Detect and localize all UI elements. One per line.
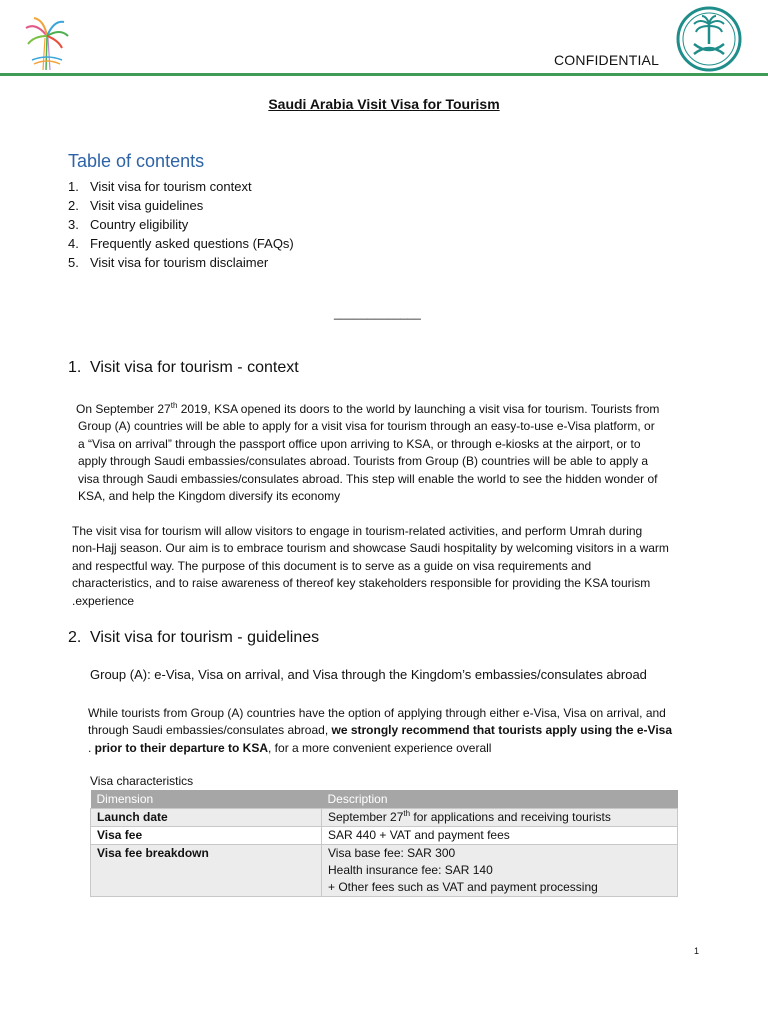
toc-item [68,215,294,234]
confidential-label: CONFIDENTIAL [554,52,660,68]
table-row [91,827,678,845]
paragraph-line: apply through Saudi embassies/consulates abroad. Tourists from Group (B) countries will be able to apply a [78,454,649,469]
header-rule [0,73,768,76]
visa-characteristics-table [90,790,678,897]
table-cell-dimension: Visa fee [91,827,322,845]
toc-item [68,253,294,272]
table-cell-description: SAR 440 + VAT and payment fees [322,827,678,845]
group-a-subheading: Group (A): e-Visa, Visa on arrival, and Visa through the Kingdom’s embassies/consulates abroad [90,667,647,682]
section-1-heading [68,359,299,377]
paragraph-line: a “Visa on arrival” through the passport office upon arriving to KSA, or through e-kiosks at the airport, or to [78,436,641,451]
section-2-number: 2. [68,629,82,646]
toc-item [68,177,294,196]
toc-item [68,234,294,253]
section-2-paragraph [88,705,672,757]
toc-item-number: 3. [68,217,79,232]
saudi-emblem-icon [676,6,742,72]
paragraph-line: and respectful way. The purpose of this document is to serve as a guide on visa requirements and [72,558,592,573]
description-line: + Other fees such as VAT and payment processing [328,880,598,894]
toc-item-number: 1. [68,179,79,194]
toc-item [68,196,294,215]
toc-item-label: Visit visa for tourism context [90,179,252,194]
toc-item-label: Country eligibility [90,217,189,232]
description-line: Health insurance fee: SAR 140 [328,863,493,877]
table-header-dimension: Dimension [91,790,322,809]
section-1-paragraph-1 [76,401,659,505]
palm-logo-icon [22,14,72,72]
paragraph-line: through Saudi embassies/consulates abroad, we strongly recommend that tourists apply using the e-Visa [88,723,673,738]
section-2-heading [68,629,319,647]
paragraph-line: KSA, and help the Kingdom diversify its economy [78,489,341,504]
table-cell-description [322,845,678,897]
document-title: Saudi Arabia Visit Visa for Tourism [268,96,500,112]
table-cell-dimension: Launch date [91,809,322,827]
toc-item-label: Frequently asked questions (FAQs) [90,236,294,251]
page-number: 1 [694,946,700,956]
paragraph-line: Group (A) countries will be able to apply for a visit visa for tourism through an easy-to-use e-Visa platform, or [78,419,655,434]
section-1-paragraph-2 [72,523,669,610]
paragraph-line: non-Hajj season. Our aim is to embrace tourism and showcase Saudi hospitality by welcoming visitors in a warm [72,541,669,556]
section-2-title: Visit visa for tourism - guidelines [90,629,320,646]
table-cell-dimension: Visa fee breakdown [91,845,322,897]
table-row [91,845,678,897]
paragraph-line: visa through Saudi embassies/consulates abroad. This step will enable the world to see the hidden wonder of [78,471,658,486]
paragraph-line: The visit visa for tourism will allow visitors to engage in tourism-related activities, and perform Umrah during [72,524,643,538]
section-1-title: Visit visa for tourism - context [90,359,299,376]
section-1-number: 1. [68,359,82,376]
paragraph-line: . prior to their departure to KSA, for a more convenient experience overall [88,740,492,755]
paragraph-line: On September 27th 2019, KSA opened its doors to the world by launching a visit visa for tourism. Tourists from [76,401,660,416]
table-row [91,809,678,827]
section-divider: _____________ [334,306,421,320]
toc-item-label: Visit visa for tourism disclaimer [90,255,269,270]
table-header-description: Description [322,790,678,809]
toc-heading: Table of contents [68,151,205,171]
toc-item-number: 4. [68,236,79,251]
description-line: Visa base fee: SAR 300 [328,846,456,860]
paragraph-line: While tourists from Group (A) countries have the option of applying through either e-Visa, Visa on arrival, and [88,706,666,720]
toc-item-number: 2. [68,198,79,213]
paragraph-line: .experience [72,593,135,608]
toc-item-label: Visit visa guidelines [90,198,204,213]
table-header-row [91,790,678,809]
paragraph-line: characteristics, and to raise awareness of thereof key stakeholders responsible for providing the KSA tourism [72,576,651,591]
table-cell-description: September 27th for applications and receiving tourists [322,809,678,827]
visa-characteristics-label: Visa characteristics [90,774,194,788]
toc-list [68,177,294,272]
toc-item-number: 5. [68,255,79,270]
